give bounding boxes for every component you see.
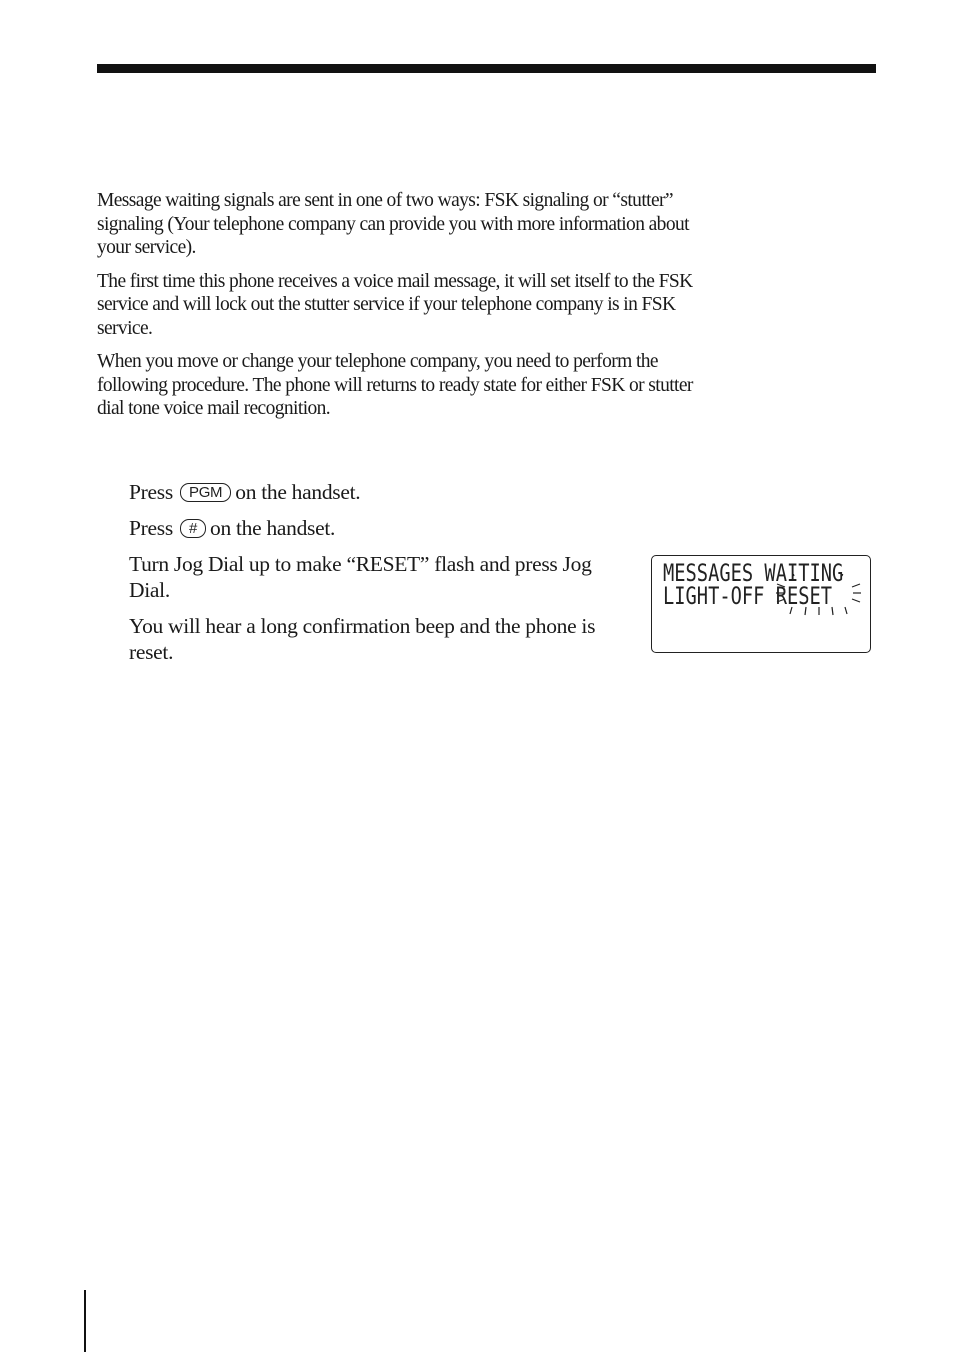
step-2-after: on the handset.	[210, 516, 336, 540]
step-2	[129, 515, 599, 541]
lcd-line-1: MESSAGES WAITING	[663, 559, 844, 587]
procedure-steps	[129, 479, 599, 675]
step-1-after: on the handset.	[235, 480, 361, 504]
step-3: Turn Jog Dial up to make “RESET” flash and press Jog Dial.	[129, 552, 592, 602]
lcd-line-2: LIGHT-OFF RESET	[663, 582, 833, 610]
margin-rule	[84, 1290, 86, 1352]
pgm-key-icon: PGM	[180, 483, 231, 502]
step-1	[129, 479, 599, 505]
hash-key-icon: #	[180, 519, 206, 538]
step-4: You will hear a long confirmation beep and the phone is reset.	[129, 614, 596, 664]
step-1-before: Press	[129, 480, 173, 504]
top-rule	[97, 64, 876, 73]
intro-paragraph: Message waiting signals are sent in one of two ways: FSK signaling or “stutter” signaling (Your telephone company can provide you with more information about your service).	[97, 190, 689, 258]
intro-paragraph: When you move or change your telephone company, you need to perform the following procedure. The phone will returns to ready state for either FSK or stutter dial tone voice mail recognition.	[97, 351, 693, 419]
step-2-before: Press	[129, 516, 173, 540]
intro-text	[97, 189, 707, 431]
intro-paragraph: The first time this phone receives a voice mail message, it will set itself to the FSK service and will lock out the stutter service if your telephone company is in FSK service.	[97, 270, 693, 339]
flash-indicator-icon	[772, 574, 862, 618]
lcd-display	[651, 555, 871, 653]
